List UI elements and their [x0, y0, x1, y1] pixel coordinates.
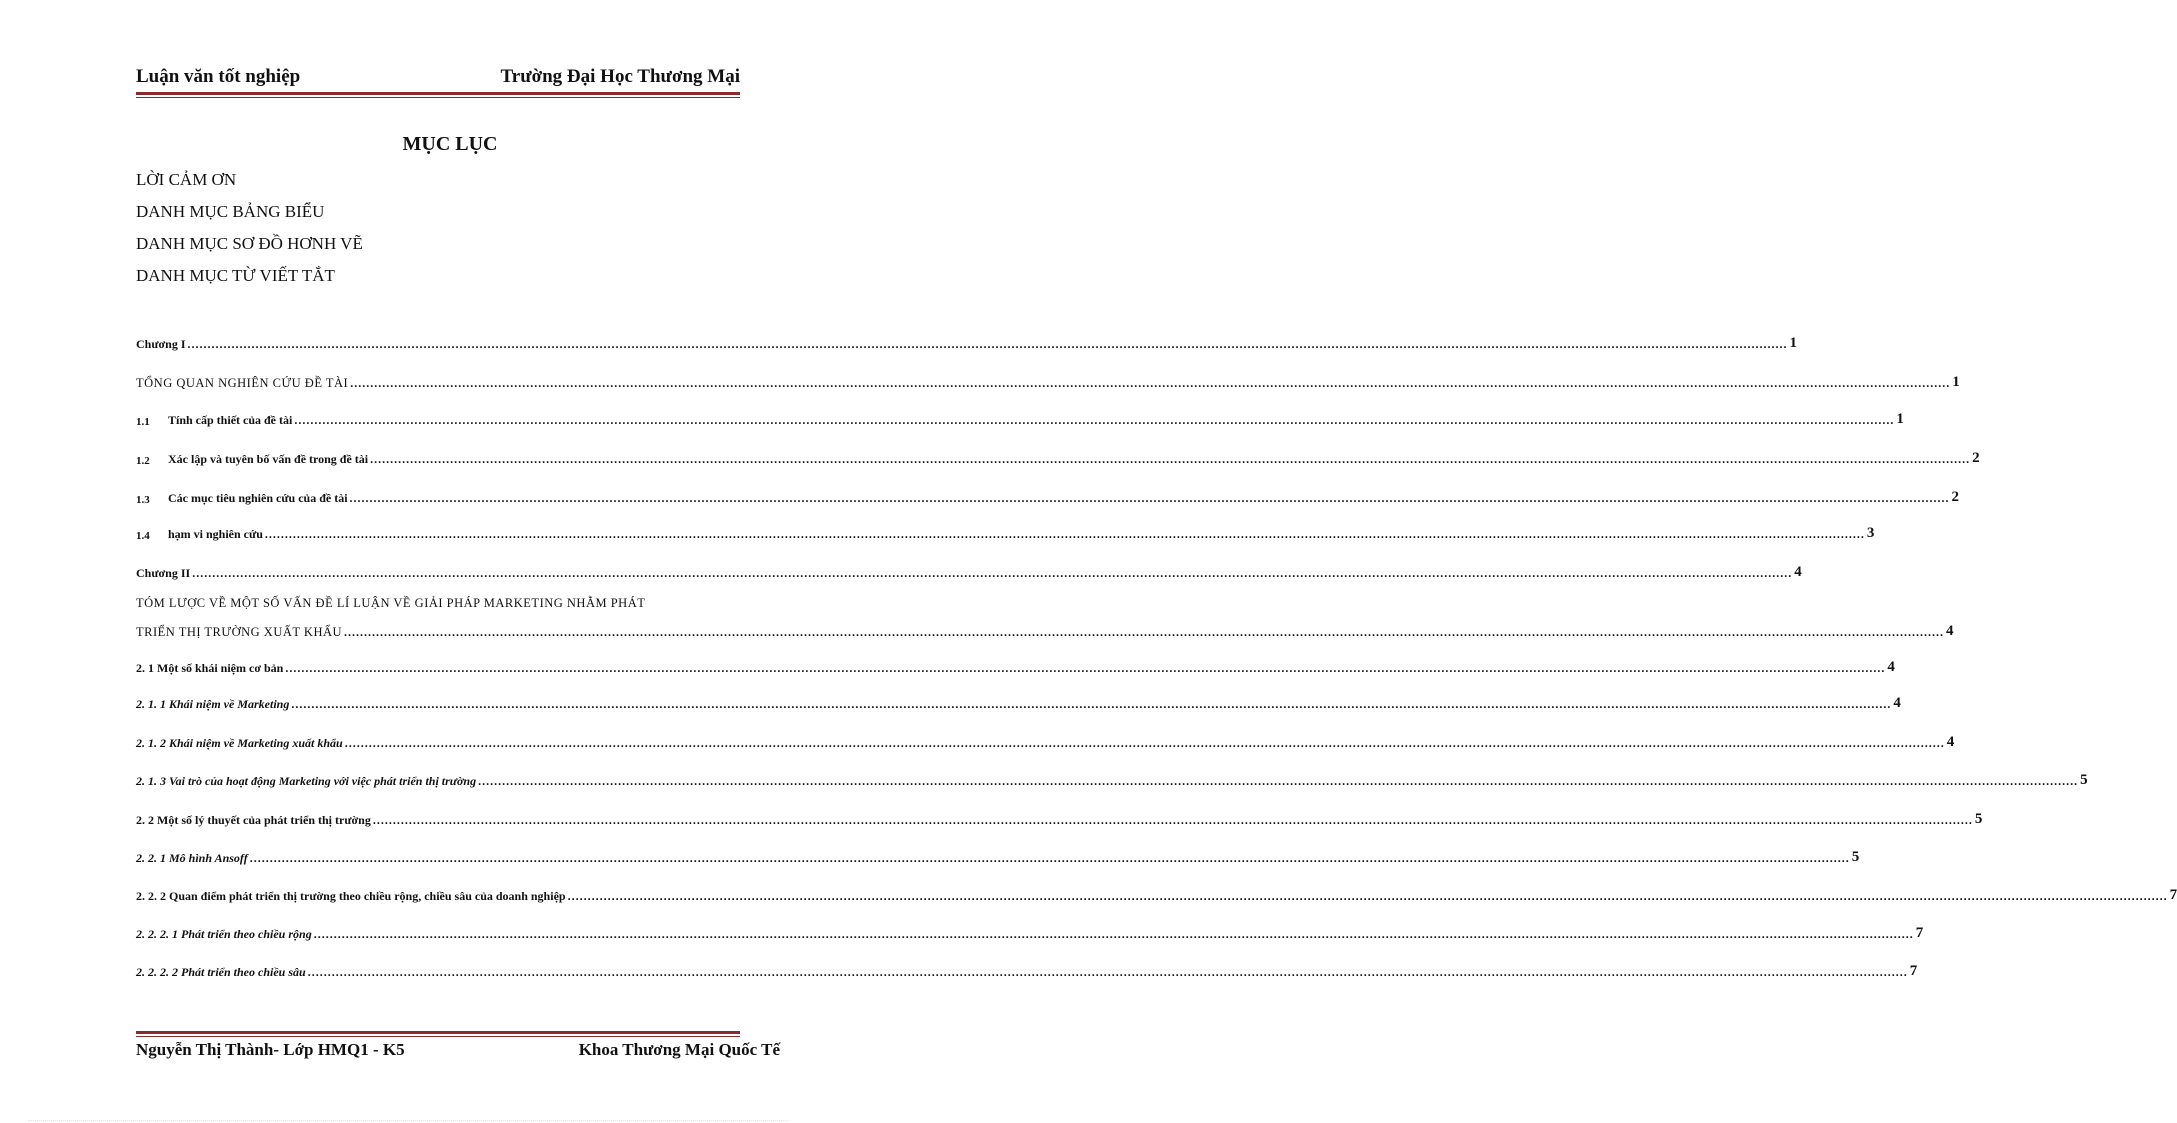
toc-page-number: 1 — [1952, 374, 1960, 390]
toc-leader-dots: ................................................................................................................................................................................................................................................................................................................................................................................................................ — [567, 889, 2168, 903]
footer-rule — [136, 1031, 740, 1037]
page-footer — [136, 1040, 780, 1066]
toc-entry — [136, 484, 1960, 506]
toc-leader-dots: ................................................................................................................................................................................................................................................................................................................................................................................................................ — [294, 413, 1895, 427]
header-left-text: Luận văn tốt nghiệp — [136, 66, 301, 87]
toc-entry-text: 2. 1 Một số khái niệm cơ bản — [136, 661, 284, 675]
toc-page-number: 5 — [2080, 772, 2088, 788]
toc-entry — [136, 690, 1901, 712]
toc-page-number: 4 — [1794, 564, 1802, 580]
toc-entry — [136, 806, 1983, 828]
toc-leader-dots: ................................................................................................................................................................................................................................................................................................................................................................................................................ — [285, 661, 1886, 675]
toc-leader-dots: ................................................................................................................................................................................................................................................................................................................................................................................................................ — [350, 376, 1951, 390]
toc-leader-dots: ................................................................................................................................................................................................................................................................................................................................................................................................................ — [264, 527, 1865, 541]
toc-entry — [136, 596, 1954, 640]
toc-entry-text: Xác lập và tuyên bố vấn đề trong đề tài — [168, 452, 369, 466]
footer-right-text: Khoa Thương Mại Quốc Tế — [578, 1040, 780, 1059]
page-title: MỤC LỤC — [402, 133, 498, 155]
front-matter-item: DANH MỤC TỪ VIẾT TẮT — [136, 266, 335, 285]
toc-entry-text: 2. 1. 2 Khái niệm về Marketing xuất khẩu — [136, 736, 343, 750]
toc-entry-text: 2. 2. 2. 1 Phát triển theo chiều rộng — [136, 927, 312, 941]
toc-section-number: 1.1 — [136, 416, 150, 428]
toc-page-number: 7 — [1915, 925, 1924, 941]
toc-leader-dots: ................................................................................................................................................................................................................................................................................................................................................................................................................ — [344, 736, 1945, 750]
toc-entry — [136, 559, 1802, 581]
toc-entry-text: 2. 2. 1 Mô hình Ansoff — [136, 851, 248, 865]
toc-entry — [136, 369, 1960, 391]
footer-left-text: Nguyễn Thị Thành- Lớp HMQ1 - K5 — [136, 1040, 405, 1059]
toc-page-number: 2 — [1972, 450, 1980, 466]
toc-leader-dots: ................................................................................................................................................................................................................................................................................................................................................................................................................ — [370, 452, 1971, 466]
toc-leader-dots: ................................................................................................................................................................................................................................................................................................................................................................................................................ — [372, 813, 1973, 827]
toc-entry — [136, 406, 1904, 428]
header-right-text: Trường Đại Học Thương Mại — [500, 66, 740, 87]
toc-section-number: 1.4 — [136, 530, 150, 542]
page-header — [136, 66, 740, 94]
toc-entry — [136, 958, 1918, 980]
toc-page-number: 4 — [1887, 659, 1895, 675]
toc-entry-text: 2. 1. 3 Vai trò của hoạt động Marketing với việc phát triển thị trường — [136, 774, 477, 788]
toc-leader-dots: ................................................................................................................................................................................................................................................................................................................................................................................................................ — [187, 337, 1788, 351]
toc-leader-dots: ................................................................................................................................................................................................................................................................................................................................................................................................................ — [313, 927, 1914, 941]
toc-entry — [136, 882, 2177, 904]
toc-entry — [136, 520, 1875, 542]
toc-entry-text: 2. 2 Một số lý thuyết của phát triển thị trường — [136, 813, 371, 827]
toc-entry-text: TRIỂN THỊ TRƯỜNG XUẤT KHẨU — [136, 625, 343, 639]
toc-page-number: 5 — [1974, 811, 1983, 827]
toc-entry — [136, 654, 1895, 676]
toc-leader-dots: ................................................................................................................................................................................................................................................................................................................................................................................................................ — [344, 625, 1945, 639]
toc-page-number: 1 — [1789, 335, 1798, 351]
toc-page-number: 4 — [1893, 695, 1901, 711]
toc-entry-text: TỔNG QUAN NGHIÊN CỨU ĐỀ TÀI — [136, 376, 349, 390]
header-rule — [136, 92, 740, 98]
toc-page-number: 5 — [1851, 849, 1860, 865]
toc-entry — [136, 330, 1798, 352]
toc-leader-dots: ................................................................................................................................................................................................................................................................................................................................................................................................................ — [249, 851, 1850, 865]
toc-leader-dots: ................................................................................................................................................................................................................................................................................................................................................................................................................ — [307, 965, 1908, 979]
toc-entry — [136, 920, 1924, 942]
toc-section-number: 1.3 — [136, 494, 150, 506]
page-edge-divider — [28, 1120, 788, 1121]
toc-entry-text: 2. 2. 2. 2 Phát triển theo chiều sâu — [136, 965, 306, 979]
toc-page-number: 7 — [1909, 963, 1918, 979]
front-matter-item: DANH MỤC BẢNG BIỂU — [136, 202, 325, 221]
toc-entry — [136, 729, 1955, 751]
front-matter-item: LỜI CẢM ƠN — [136, 170, 237, 189]
toc-page-number: 7 — [2169, 887, 2177, 903]
toc-entry-text: Chương II — [136, 566, 191, 580]
toc-entry-text: Chương I — [136, 337, 186, 351]
front-matter-item: DANH MỤC SƠ ĐỒ HƠNH VẼ — [136, 234, 363, 253]
toc-page-number: 1 — [1896, 411, 1904, 427]
toc-entry-text: hạm vi nghiên cứu — [168, 527, 263, 541]
toc-entry-text: 2. 2. 2 Quan điểm phát triển thị trường theo chiều rộng, chiều sâu của doanh nghiệp — [136, 889, 566, 903]
toc-entry — [136, 844, 1860, 866]
toc-page-number: 2 — [1951, 489, 1960, 505]
toc-entry-text: 2. 1. 1 Khái niệm về Marketing — [136, 697, 290, 711]
toc-leader-dots: ................................................................................................................................................................................................................................................................................................................................................................................................................ — [291, 697, 1892, 711]
toc-entry — [136, 445, 1980, 467]
toc-page-number: 3 — [1866, 525, 1875, 541]
toc-entry-text: TÓM LƯỢC VỀ MỘT SỐ VẤN ĐỀ LÍ LUẬN VỀ GIẢI PHÁP MARKETING NHẰM PHÁT — [136, 596, 646, 610]
toc-entry-text: Tính cấp thiết của đề tài — [168, 413, 293, 427]
toc-section-number: 1.2 — [136, 455, 150, 467]
toc-page-number: 4 — [1946, 734, 1955, 750]
toc-entry — [136, 767, 2088, 789]
toc-leader-dots: ................................................................................................................................................................................................................................................................................................................................................................................................................ — [478, 774, 2079, 788]
toc-leader-dots: ................................................................................................................................................................................................................................................................................................................................................................................................................ — [192, 566, 1793, 580]
toc-page-number: 4 — [1946, 623, 1954, 639]
toc-leader-dots: ................................................................................................................................................................................................................................................................................................................................................................................................................ — [349, 491, 1950, 505]
toc-entry-text: Các mục tiêu nghiên cứu của đề tài — [168, 491, 348, 505]
